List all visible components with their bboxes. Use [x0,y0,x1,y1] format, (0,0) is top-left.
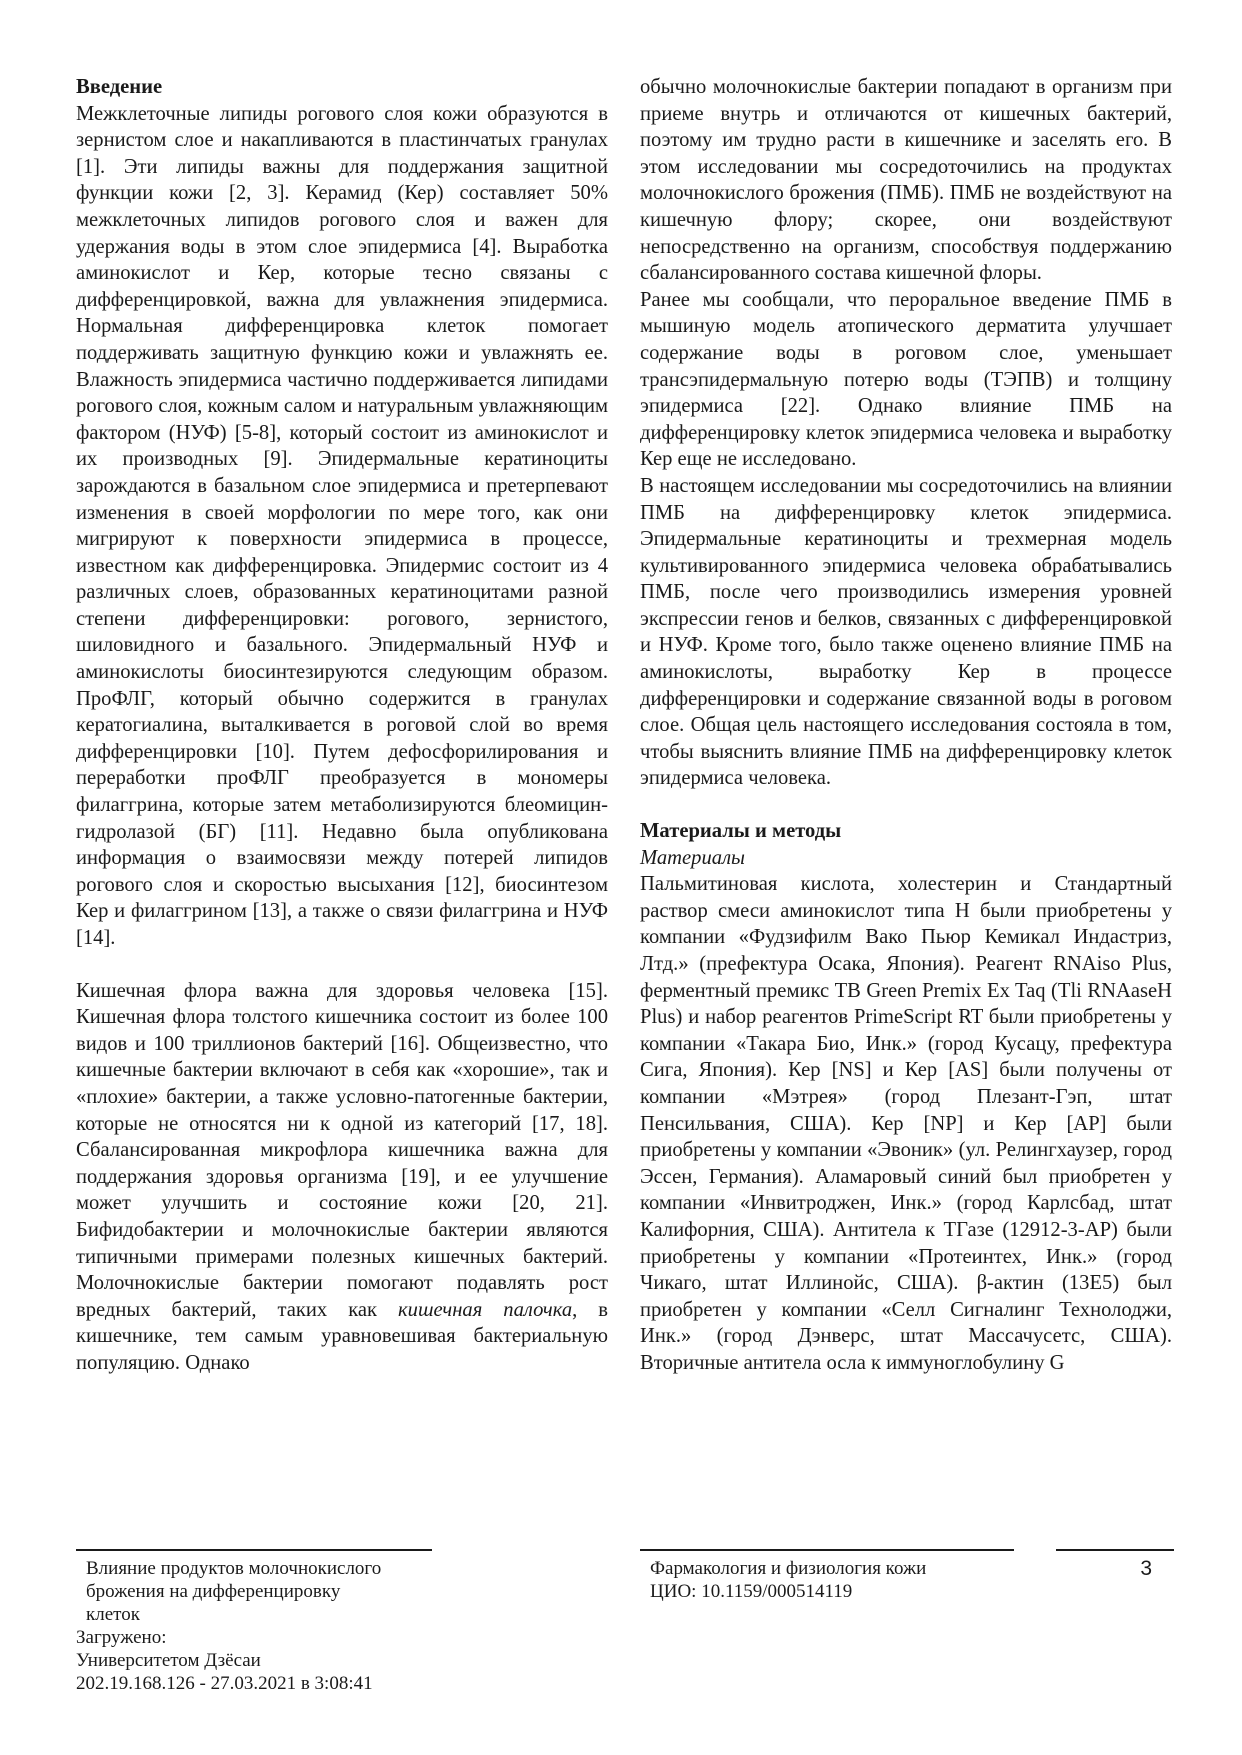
footer-university: Университетом Дзёсаи [76,1650,261,1671]
footer-rule-left [76,1549,432,1551]
intro-heading: Введение [76,76,163,98]
page-number: 3 [1140,1557,1152,1580]
footer-ip-timestamp: 202.19.168.126 - 27.03.2021 в 3:08:41 [76,1673,373,1694]
footer-journal-name: Фармакология и физиология кожи [650,1558,927,1579]
intro-paragraph-3: обычно молочнокислые бактерии попадают в организм при приеме внутрь и отличаются от кишечных бактерий, поэтому им трудно расти в кишечнике и заселять его. В этом исследовании мы сосредоточились на продуктах молочнокислого брожения (ПМБ). ПМБ не воздействуют на кишечную флору; скорее, они воздействуют непосредственно на организм, способствуя поддержанию сбалансированного состава кишечной флоры. [640,76,1172,285]
left-column [76,74,608,1377]
materials-paragraph: Пальмитиновая кислота, холестерин и Стандартный раствор смеси аминокислот типа Н были приобретены у компании «Фудзифилм Вако Пьюр Кемикал Индастриз, Лтд.» (префектура Осака, Япония). Реагент RNAiso Plus, ферментный премикс TB Green Premix Ex Taq (Tli RNAaseH Plus) и набор реагентов PrimeScript RT были приобретены у компании «Такара Био, Инк.» (город Кусацу, префектура Сига, Япония). Кер [NS] и Кер [AS] были получены от компании «Мэтрея» (город Плезант-Гэп, штат Пенсильвания, США). Кер [NP] и Кер [AP] были приобретены у компании «Эвоник» (ул. Релингхаузер, город Эссен, Германия). Аламаровый синий был приобретен у компании «Инвитроджен, Инк.» (город Карлсбад, штат Калифорния, США). Антитела к ТГазе (12912-3-AP) были приобретены у компании «Протеинтех, Инк.» (город Чикаго, штат Иллинойс, США). β-актин (13E5) был приобретен у компании «Селл Сигналинг Технолоджи, Инк.» (город Дэнверс, штат Массачусетс, США). Вторичные антитела осла к иммуноглобулину G [640,873,1172,1374]
footer-article-info [86,1557,381,1626]
right-column [640,74,1172,1377]
intro-paragraph-5: В настоящем исследовании мы сосредоточились на влиянии ПМБ на дифференцировку клеток эпидермиса. Эпидермальные кератиноциты и трехмерная модель культивированного эпидермиса человека обрабатывались ПМБ, после чего производились измерения уровней экспрессии генов и белков, связанных с дифференцировкой и НУФ. Кроме того, было также оценено влияние ПМБ на аминокислоты, выработку Кер в процессе дифференцировки и содержание связанной воды в роговом слое. Общая цель настоящего исследования состояла в том, чтобы выяснить влияние ПМБ на дифференцировку клеток эпидермиса человека. [640,474,1172,790]
footer-downloaded-label: Загружено: [76,1627,167,1648]
methods-heading: Материалы и методы [640,820,842,843]
materials-subheading: Материалы [640,846,745,869]
intro-paragraph-4: Ранее мы сообщали, что пероральное введение ПМБ в мышиную модель атопического дерматита улучшает содержание воды в роговом слое, уменьшает трансэпидермальную потерю воды (ТЭПВ) и толщину эпидермиса [22]. Однако влияние ПМБ на дифференцировку клеток эпидермиса человека и выработку Кер еще не исследовано. [640,288,1172,471]
intro-paragraph-1: Межклеточные липиды рогового слоя кожи образуются в зернистом слое и накапливаются в пластинчатых гранулах [1]. Эти липиды важны для поддержания защитной функции кожи [2, 3]. Керамид (Кер) составляет 50% межклеточных липидов рогового слоя и важен для удержания воды в этом слое эпидермиса [4]. Выработка аминокислот и Кер, которые тесно связаны с дифференцировкой, важна для увлажнения эпидермиса. Нормальная дифференцировка клеток помогает поддерживать защитную функцию кожи и увлажнять ее. Влажность эпидермиса частично поддерживается липидами рогового слоя, кожным салом и натуральным увлажняющим фактором (НУФ) [5-8], который состоит из аминокислот и их производных [9]. Эпидермальные кератиноциты зарождаются в базальном слое эпидермиса и претерпевают изменения в своей морфологии по мере того, как они мигрируют к поверхности эпидермиса в процессе, известном как дифференцировка. Эпидермис состоит из 4 различных слоев, образованных кератиноцитами разной степени дифференцировки: рогового, зернистого, шиловидного и базального. Эпидермальный НУФ и аминокислоты биосинтезируются следующим образом. ПроФЛГ, который обычно содержится в гранулах кератогиалина, выталкивается в роговой слой во время дифференцировки [10]. Путем дефосфорилирования и переработки проФЛГ преобразуется в мономеры филаггрина, которые затем метаболизируются блеомицин-гидролазой (БГ) [11]. Недавно была опубликована информация о взаимосвязи между потерей липидов рогового слоя и скоростью высыхания [12], биосинтезом Кер и филаггрином [13], а также о связи филаггрина и НУФ [14]. [76,102,608,949]
footer-download-info [76,1626,373,1695]
intro-paragraph-2-part-b: , в кишечнике, тем самым уравновешивая бактериальную популяцию. Однако [76,1298,609,1374]
footer-rule-middle [640,1549,1014,1551]
footer-title-line-1: Влияние продуктов молочнокислого [86,1558,382,1579]
intro-paragraph-2-part-a: Кишечная флора важна для здоровья человека [15]. Кишечная флора толстого кишечника состоит из более 100 видов и 100 триллионов бактерий [16]. Общеизвестно, что кишечные бактерии включают в себя как «хорошие», так и «плохие» бактерии, а также условно-патогенные бактерии, которые не относятся ни к одной из категорий [17, 18]. Сбалансированная микрофлора кишечника важна для поддержания здоровья организма [19], и ее улучшение может улучшить и состояние кожи [20, 21]. Бифидобактерии и молочнокислые бактерии являются типичными примерами полезных кишечных бактерий. Молочнокислые бактерии помогают подавлять рост вредных бактерий, таких как [76,979,608,1321]
intro-paragraph-2 [76,978,608,1377]
footer-title-line-2: брожения на дифференцировку [86,1581,341,1602]
footer-doi: ЦИО: 10.1159/000514119 [650,1581,853,1602]
footer-journal-info [650,1557,926,1603]
italic-term: кишечная палочка [398,1298,573,1321]
footer-title-line-3: клеток [86,1604,140,1625]
footer-rule-right [1056,1549,1174,1551]
